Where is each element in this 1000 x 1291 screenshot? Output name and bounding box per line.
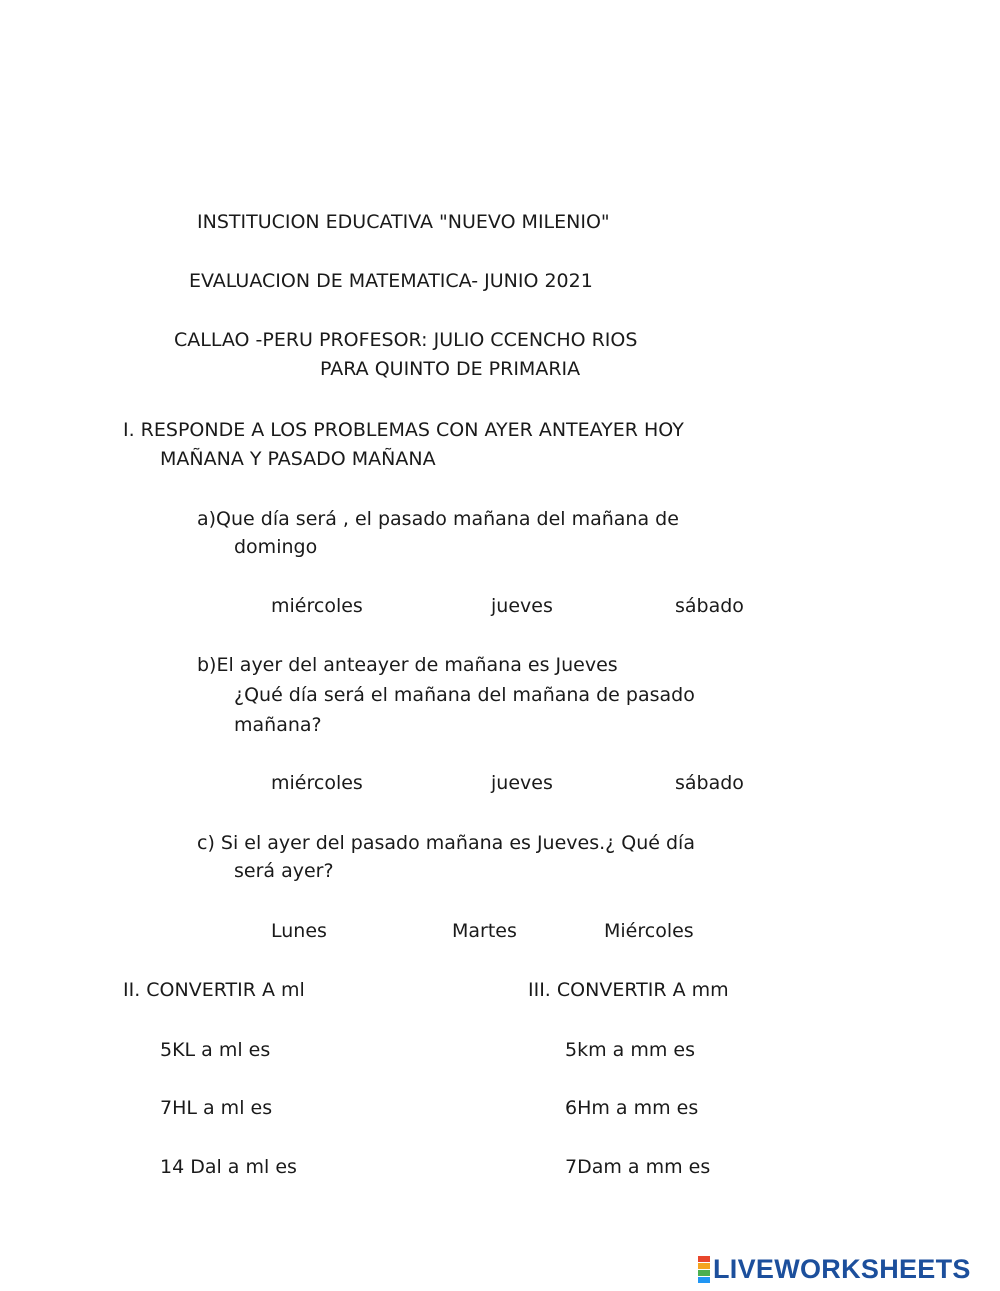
question-c-cont: será ayer? (234, 860, 334, 882)
question-b-option-3[interactable]: sábado (675, 772, 744, 794)
question-b-cont-2: mañana? (234, 714, 322, 736)
logo-block-l (698, 1256, 710, 1262)
question-b-cont-1: ¿Qué día será el mañana del mañana de pasado (234, 684, 695, 706)
question-a-option-2[interactable]: jueves (491, 595, 553, 617)
section3-item-1: 5km a mm es (565, 1039, 695, 1061)
section3-item-3: 7Dam a mm es (565, 1156, 711, 1178)
section3-title: III. CONVERTIR A mm (528, 979, 729, 1001)
exam-title: EVALUACION DE MATEMATICA- JUNIO 2021 (189, 270, 593, 292)
section2-item-2: 7HL a ml es (160, 1097, 273, 1119)
question-a-option-1[interactable]: miércoles (271, 595, 363, 617)
grade-level: PARA QUINTO DE PRIMARIA (320, 358, 581, 380)
question-a-option-3[interactable]: sábado (675, 595, 744, 617)
question-b-option-2[interactable]: jueves (491, 772, 553, 794)
question-a-cont: domingo (234, 536, 318, 558)
section3-item-2: 6Hm a mm es (565, 1097, 699, 1119)
section2-title: II. CONVERTIR A ml (123, 979, 305, 1001)
section1-title: I. RESPONDE A LOS PROBLEMAS CON AYER ANTEAYER HOY (123, 419, 684, 441)
question-c: c) Si el ayer del pasado mañana es Jueves.¿ Qué día (197, 832, 695, 854)
logo-block-e (698, 1277, 710, 1283)
question-c-option-2[interactable]: Martes (452, 920, 517, 942)
section2-item-3: 14 Dal a ml es (160, 1156, 297, 1178)
school-name: INSTITUCION EDUCATIVA "NUEVO MILENIO" (197, 211, 610, 233)
question-c-option-3[interactable]: Miércoles (604, 920, 694, 942)
location-teacher: CALLAO -PERU PROFESOR: JULIO CCENCHO RIOS (174, 329, 638, 351)
question-a: a)Que día será , el pasado mañana del mañana de (197, 508, 679, 530)
logo-block-v (698, 1270, 710, 1276)
section2-item-1: 5KL a ml es (160, 1039, 271, 1061)
section1-title-cont: MAÑANA Y PASADO MAÑANA (160, 448, 436, 470)
question-b: b)El ayer del anteayer de mañana es Jueves (197, 654, 618, 676)
logo-block-i (698, 1263, 710, 1269)
liveworksheets-logo (698, 1254, 971, 1285)
logo-color-blocks-icon (698, 1256, 710, 1283)
logo-text: LIVEWORKSHEETS (713, 1254, 971, 1284)
question-b-option-1[interactable]: miércoles (271, 772, 363, 794)
question-c-option-1[interactable]: Lunes (271, 920, 327, 942)
